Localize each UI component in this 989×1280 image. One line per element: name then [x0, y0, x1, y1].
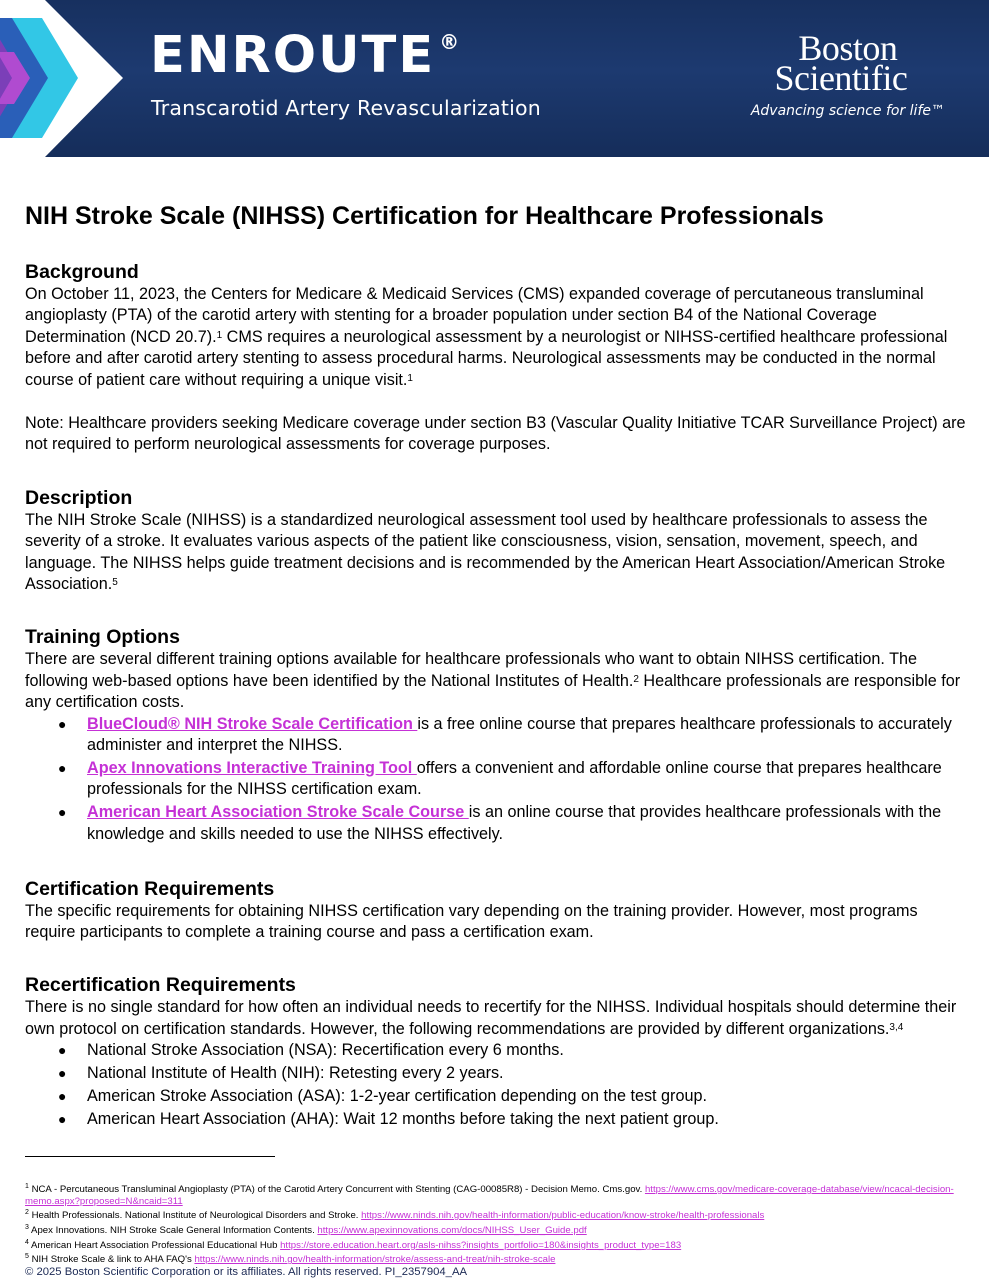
brand-subtitle: Transcarotid Artery Revascularization [151, 96, 541, 120]
footnote-link[interactable]: https://www.ninds.nih.gov/health-information/stroke/assess-and-treat/nih-stroke-scale [194, 1254, 556, 1266]
training-list [25, 714, 970, 845]
footnotes [25, 1181, 955, 1266]
bullet-icon: ● [58, 804, 67, 821]
bullet-icon: ● [58, 1088, 67, 1105]
training-heading: Training Options [25, 626, 180, 649]
footnote: $^2$ Health Professionals. National Institute of Neurological Disorders and Stroke. https://www.ninds.nih.gov/health-information/public-education/know-stroke/health-professionals [25, 1209, 765, 1222]
certification-paragraph: The specific requirements for obtaining NIHSS certification vary depending on the training provider. However, most programs require participants to complete a training course and pass a certification exam. [25, 901, 918, 942]
footnote-link[interactable]: https://www.ninds.nih.gov/health-information/public-education/know-stroke/health-professionals [361, 1210, 765, 1222]
list-item: ● National Stroke Association (NSA): Recertification every 6 months. [25, 1040, 970, 1061]
page-title: NIH Stroke Scale (NIHSS) Certification for Healthcare Professionals [25, 202, 824, 230]
footnote-link[interactable]: https://store.education.heart.org/asls-nihss?insights_portfolio=180&insights_product_type=183 [280, 1239, 682, 1251]
document-body [25, 200, 970, 1132]
bluecloud-link[interactable]: BlueCloud® NIH Stroke Scale Certification [87, 714, 418, 733]
recertification-intro: There is no single standard for how often an individual needs to recertify for the NIHSS. Individual hospitals should determine their own protocol on certification standards. However, the following recommendations are provided by different organizations.$^{3,4}$ [25, 998, 957, 1038]
training-intro: There are several different training options available for healthcare professionals who want to obtain NIHSS certification. The following web-based options have been identified by the National Institutes of Health.$^2$ Healthcare professionals are responsible for any certification costs. [25, 650, 961, 712]
background-note: Note: Healthcare providers seeking Medicare coverage under section B3 (Vascular Quality Initiative TCAR Surveillance Project) are not required to perform neurological assessments for coverage purposes. [25, 414, 966, 454]
footnote-divider [25, 1156, 275, 1157]
certification-heading: Certification Requirements [25, 877, 275, 900]
footnote-link[interactable]: https://www.cms.gov/medicare-coverage-database/view/ncacal-decision-memo.aspx?proposed=N&ncaid=311 [25, 1184, 954, 1207]
footnote: $^1$ NCA - Percutaneous Transluminal Angioplasty (PTA) of the Carotid Artery Concurrent with Stenting (CAG-00085R8) - Decision Memo. Cms.gov. https://www.cms.gov/medicare-coverage-database/view/ncacal-decision-memo.aspx?proposed=N&ncaid=311 [25, 1183, 954, 1207]
list-item: ● BlueCloud® NIH Stroke Scale Certification is a free online course that prepares healthcare professionals to accurately administer and interpret the NIHSS. [58, 714, 952, 755]
description-heading: Description [25, 486, 133, 509]
background-paragraph: On October 11, 2023, the Centers for Medicare & Medicaid Services (CMS) expanded coverage of percutaneous transluminal angioplasty (PTA) of the carotid artery with stenting for a broader population under section B4 of the National Coverage Determination (NCD 20.7).$^1$ CMS requires a neurological assessment by a neurologist or NIHSS-certified healthcare professional before and after carotid artery stenting to assess procedural harms. Neurological assessments may be conducted in the normal course of patient care without requiring a unique visit.$^1$ [25, 285, 948, 389]
aha-course-link[interactable]: American Heart Association Stroke Scale Course [87, 803, 469, 822]
copyright: © 2025 Boston Scientific Corporation or its affiliates. All rights reserved. PI_2357904_AA [25, 1266, 468, 1278]
bullet-icon: ● [58, 1042, 67, 1059]
header-banner [0, 0, 989, 157]
background-heading: Background [25, 261, 139, 283]
list-item: ● American Heart Association (AHA): Wait 12 months before taking the next patient group. [25, 1109, 970, 1130]
apex-link[interactable]: Apex Innovations Interactive Training Tool [87, 759, 417, 777]
brand-name: ENROUTE ® [150, 26, 462, 85]
footnote: $^3$ Apex Innovations. NIH Stroke Scale General Information Contents. https://www.apexinnovations.com/docs/NIHSS_User_Guide.pdf [25, 1223, 587, 1237]
bullet-icon: ● [58, 715, 67, 732]
description-paragraph: The NIH Stroke Scale (NIHSS) is a standardized neurological assessment tool used by healthcare professionals to assess the severity of a stroke. It evaluates various aspects of the patient like consciousness, vision, sensation, movement, speech, and language. The NIHSS helps guide treatment decisions and is recommended by the American Heart Association/American Stroke Association.$^5$ [25, 510, 946, 594]
recertification-heading: Recertification Requirements [25, 974, 296, 997]
bullet-icon: ● [58, 1110, 67, 1127]
bullet-icon: ● [58, 760, 67, 776]
bullet-icon: ● [58, 1065, 67, 1082]
company-logo: Boston Scientific Advancing science for life™ [750, 28, 945, 119]
recertification-list [25, 1040, 970, 1130]
list-item: ● American Heart Association Stroke Scale Course is an online course that provides healthcare professionals with the knowledge and skills needed to use the NIHSS effectively. [58, 803, 942, 843]
footnote: $^4$ American Heart Association Professional Educational Hub https://store.education.heart.org/asls-nihss?insights_portfolio=180&insights_product_type=183 [25, 1238, 682, 1251]
list-item: ● National Institute of Health (NIH): Retesting every 2 years. [25, 1063, 970, 1084]
list-item: ● Apex Innovations Interactive Training Tool offers a convenient and affordable online course that prepares healthcare professionals for the NIHSS certification exam. [58, 759, 942, 799]
chevron-logo-icon [0, 0, 140, 157]
list-item: ● American Stroke Association (ASA): 1-2-year certification depending on the test group. [25, 1086, 970, 1107]
footnote: $^5$ NIH Stroke Scale & link to AHA FAQ's https://www.ninds.nih.gov/health-information/stroke/assess-and-treat/nih-stroke-scale [25, 1253, 556, 1266]
footnote-link[interactable]: https://www.apexinnovations.com/docs/NIHSS_User_Guide.pdf [317, 1225, 587, 1237]
